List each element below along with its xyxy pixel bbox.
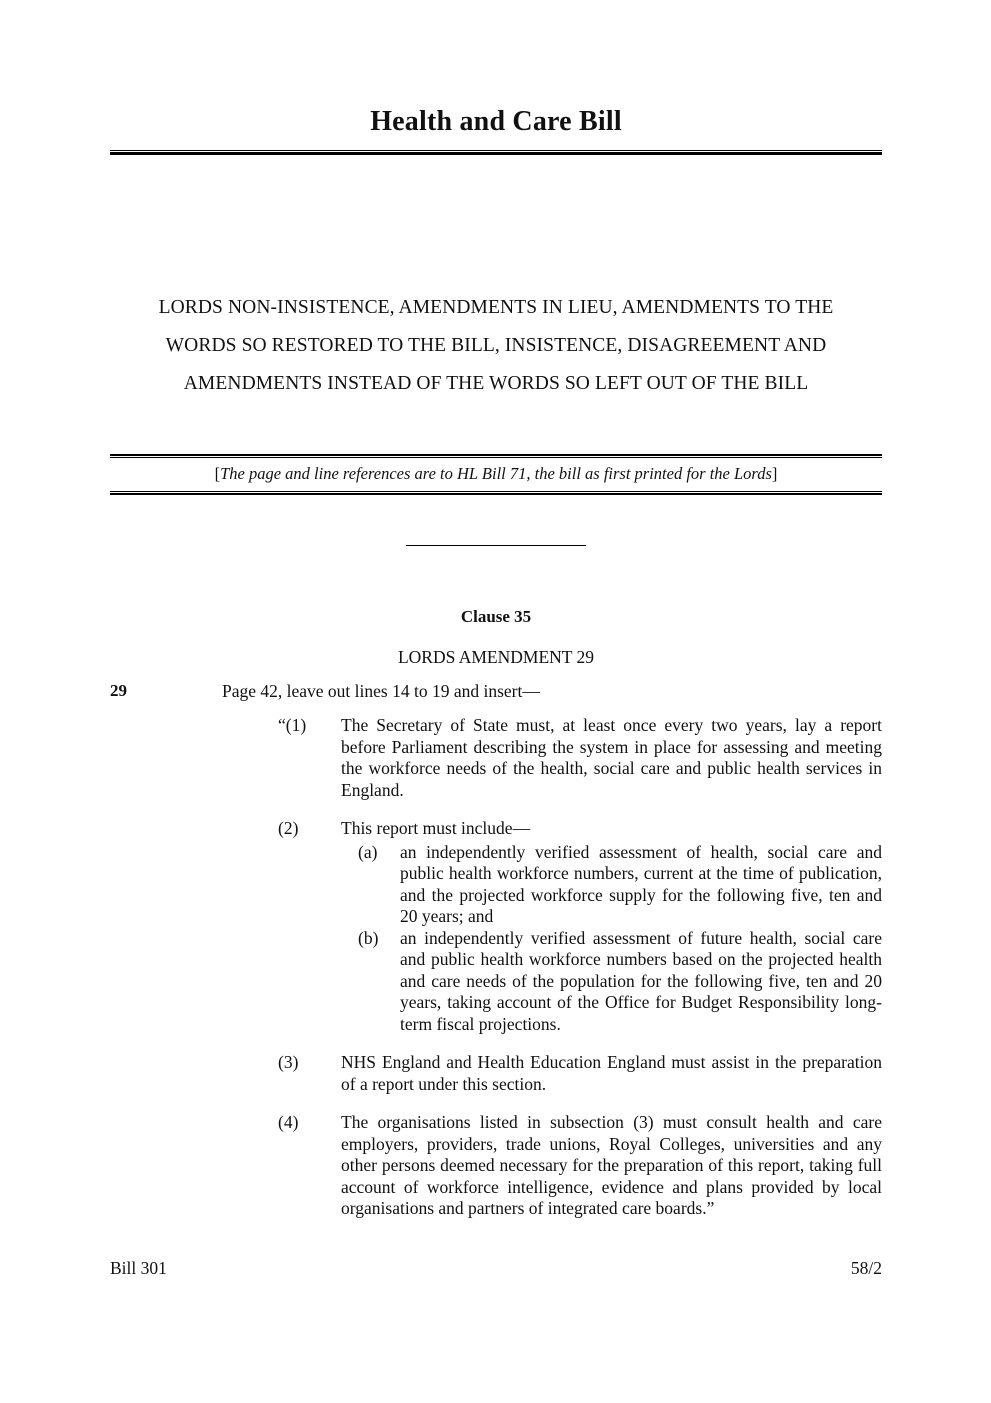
subsection: [110, 1052, 882, 1095]
main-heading: [130, 289, 862, 403]
main-heading-line-1: LORDS NON-INSISTENCE, AMENDMENTS IN LIEU, AMENDMENTS TO THE: [158, 297, 834, 318]
page-line-reference-note: [110, 454, 882, 495]
main-heading-line-2: WORDS SO RESTORED TO THE BILL, INSISTENCE, DISAGREEMENT AND: [165, 335, 827, 356]
note-text: [110, 458, 882, 491]
subsection-text: This report must include—: [341, 818, 531, 838]
subsection: [110, 715, 882, 801]
clause-heading: Clause 35: [460, 607, 532, 626]
page-footer: [110, 1258, 882, 1279]
subsection-item-text: an independently verified assessment of future health, social care and public health workforce numbers based on the projected health and care needs of the population for the following five, ten and 20 years, taking account of the Office for Budget Responsibility long-term fiscal projections.: [400, 927, 882, 1034]
note-lower-rule: [110, 491, 882, 495]
amendment-intro-text: Page 42, leave out lines 14 to 19 and insert—: [222, 681, 540, 701]
footer-bill-number: Bill 301: [110, 1258, 167, 1278]
subsection-marker: (4): [278, 1112, 299, 1132]
subsection-text: The Secretary of State must, at least once every two years, lay a report before Parliament describing the system in place for assessing and meeting the workforce needs of the health, social care and public health services in England.: [341, 715, 882, 800]
document-title: Health and Care Bill: [370, 106, 622, 137]
subsection-item-text: an independently verified assessment of health, social care and public health workforce numbers, current at the time of publication, and the projected workforce supply for the following five, ten and 20 years; and: [400, 841, 882, 926]
main-heading-line-3: AMENDMENTS INSTEAD OF THE WORDS SO LEFT OUT OF THE BILL: [183, 373, 809, 394]
header-divider-rule: [110, 150, 882, 155]
subsection-marker: (3): [278, 1052, 299, 1072]
subsection: [110, 818, 882, 1035]
subsection-items: [341, 842, 882, 1036]
subsection-text: The organisations listed in subsection (3) must consult health and care employers, providers, trade unions, Royal Colleges, universities and any other persons deemed necessary for the preparation of this report, taking full account of workforce intelligence, evidence and plans provided by local organisations and partners of integrated care boards.”: [341, 1112, 882, 1218]
subsection-item-marker: (b): [358, 927, 379, 948]
amendment-number: 29: [110, 681, 127, 700]
footer-page-reference: 58/2: [850, 1258, 882, 1278]
section-divider-rule: [406, 545, 586, 546]
note-close-bracket: ]: [771, 464, 778, 483]
amendment-body: [110, 715, 882, 1220]
subsection-text: NHS England and Health Education England must assist in the preparation of a report under this section.: [341, 1052, 882, 1094]
subsection-item-marker: (a): [358, 841, 378, 862]
amendment-intro-line: [110, 681, 882, 702]
note-open-bracket: [: [214, 464, 221, 483]
subsection: [110, 1112, 882, 1220]
subsection-marker: “(1): [278, 715, 307, 735]
lords-amendment-heading: LORDS AMENDMENT 29: [397, 647, 595, 667]
subsection-marker: (2): [278, 818, 299, 838]
subsection-item: [341, 928, 882, 1036]
subsection-item: [341, 842, 882, 928]
note-italic-text: The page and line references are to HL Bill 71, the bill as first printed for the Lords: [220, 464, 772, 483]
